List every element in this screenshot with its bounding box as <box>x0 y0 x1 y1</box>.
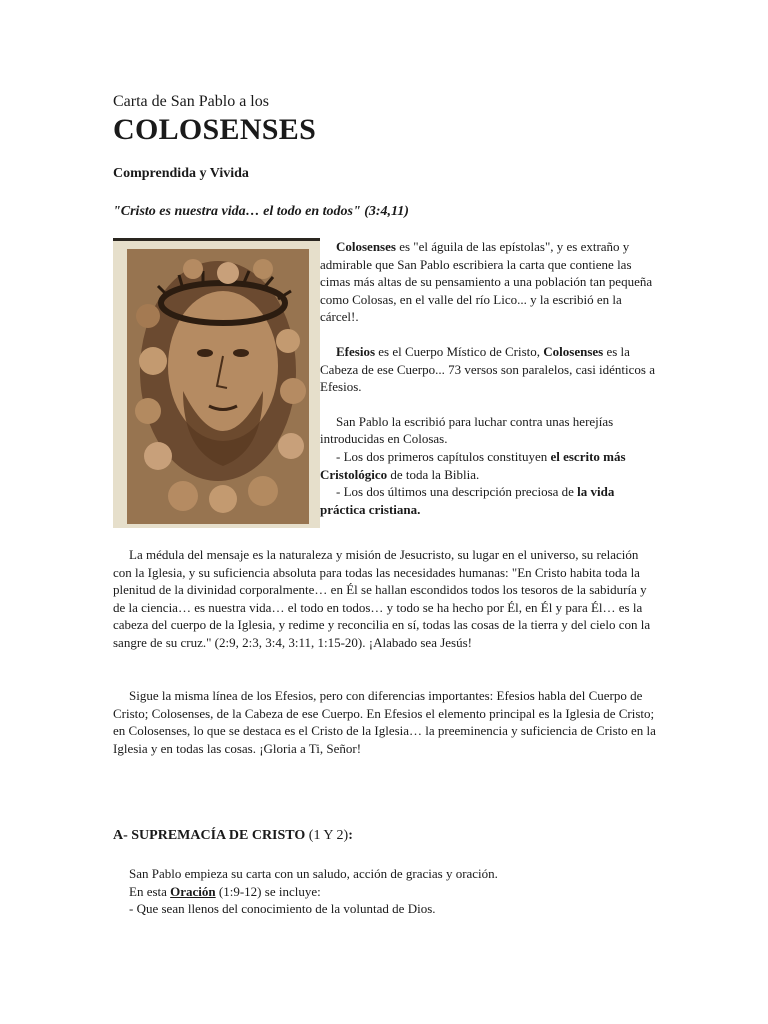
chapters-1-2-text: - Los dos primeros capítulos constituyen <box>336 448 551 464</box>
section-a-line-1: San Pablo empieza su carta con un saludo, acción de gracias y oración. <box>129 866 498 881</box>
body-paragraph-2 <box>113 687 658 757</box>
chapters-1-2-bold: el escrito más Cristológico <box>320 448 626 482</box>
intro-side-text <box>320 238 655 535</box>
christ-illustration <box>113 238 320 528</box>
intro-paragraph-2-text-b: es la Cabeza de ese Cuerpo... 73 versos son paralelos, casi idénticos a Efesios. <box>320 343 656 395</box>
section-a-heading <box>113 828 353 844</box>
body-paragraph-1 <box>113 546 658 652</box>
section-a-line-3: - Que sean llenos del conocimiento de la voluntad de Dios. <box>129 901 436 917</box>
section-a-heading-colon: : <box>348 828 353 843</box>
chapters-3-4-text: - Los dos últimos una descripción preciosa de <box>336 484 578 500</box>
intro-paragraph-2-text-a: es el Cuerpo Místico de Cristo, <box>375 343 544 359</box>
intro-paragraph-3 <box>320 413 655 519</box>
colosenses-term-2: Colosenses <box>543 343 604 359</box>
body-paragraph-2-text: Sigue la misma línea de los Efesios, pero con diferencias importantes: Efesios habla del Cuerpo de Cristo; Colosenses, de la Cabeza de ese Cuerpo. En Efesios el elemento principal es la Iglesia de Cristo; en Colosenses, lo que se destaca es el Cristo de la Iglesia… la preeminencia y suficiencia de Cristo en la Iglesia y en todas las cosas. ¡Gloria a Ti, Señor! <box>113 688 656 756</box>
section-a-line-2-pre: En esta <box>129 883 171 899</box>
section-a-heading-ref: (1 Y 2) <box>305 828 349 843</box>
intro-paragraph-2 <box>320 343 655 396</box>
key-quote: "Cristo es nuestra vida… el todo en todos" (3:4,11) <box>113 204 409 219</box>
oracion-term: Oración <box>170 883 216 899</box>
section-a-heading-bold: A- SUPREMACÍA DE CRISTO <box>113 828 306 843</box>
intro-paragraph-3-text: San Pablo la escribió para luchar contra unas herejías introducidas en Colosas. <box>320 413 614 447</box>
colosenses-term: Colosenses <box>336 239 396 254</box>
document-subtitle: Carta de San Pablo a los <box>113 93 269 110</box>
efesios-term: Efesios <box>336 343 375 359</box>
christ-painting-image <box>113 241 320 528</box>
body-paragraph-1-text: La médula del mensaje es la naturaleza y misión de Jesucristo, su lugar en el universo, su relación con la Iglesia, y su suficiencia absoluta para todas las necesidades humanas: "En Cristo habita toda la plenitud de la divinidad corporalmente… en Él se hallan escondidos todos los tesoros de la sabiduría y de la ciencia… es nuestra vida… el todo en todos… y todo se ha hecho por Él, en Él y para Él… es la cabeza del cuerpo de la Iglesia, y redime y reconcilia en sí, todas las cosas de la tierra y del cielo con la sangre de su cruz." (2:9, 2:3, 3:4, 3:11, 1:15-20). ¡Alabado sea Jesús! <box>113 547 651 650</box>
section-a-body <box>113 865 658 918</box>
chapters-3-4-bold: la vida práctica cristiana. <box>320 484 615 517</box>
intro-paragraph-1-text: es "el águila de las epístolas", y es extraño y admirable que San Pablo escribiera la carta que contiene las cimas más altas de su pensamiento a una población tan pequeña como Colosas, en el valle del río Lico... y la escribió en la cárcel!. <box>320 239 653 325</box>
chapters-1-2-tail: de toda la Biblia. <box>387 466 480 482</box>
intro-paragraph-1 <box>320 238 655 326</box>
document-tagline: Comprendida y Vivida <box>113 166 249 181</box>
document-title: COLOSENSES <box>113 113 317 146</box>
section-a-line-2-post: (1:9-12) se incluye: <box>215 883 321 899</box>
